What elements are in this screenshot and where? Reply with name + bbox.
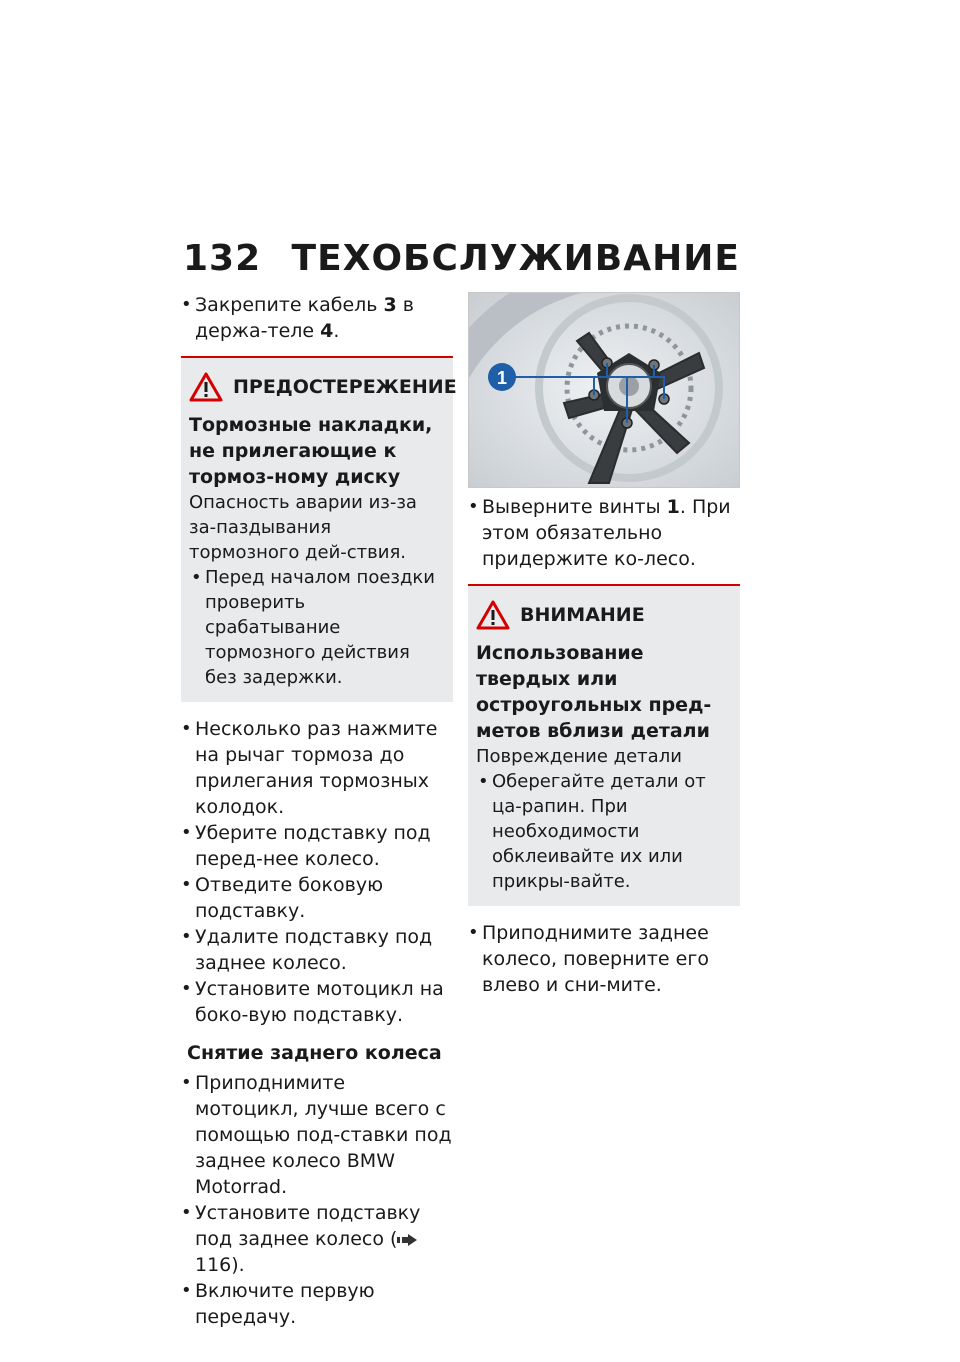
ref-number: 4: [320, 320, 334, 342]
step-item: • Отведите боковую подставку.: [181, 872, 453, 924]
warning-triangle-icon: [189, 372, 223, 402]
section-title: Снятие заднего колеса: [187, 1042, 442, 1064]
warning-text: Опасность аварии из-за за-паздывания тормозного дей-ствия.: [189, 492, 417, 563]
notice-box: [468, 584, 740, 906]
step-text: . При этом обязательно придержите ко-лесо.: [482, 496, 731, 570]
page-number: 132: [183, 238, 262, 279]
warning-label: ПРЕДОСТЕРЕЖЕНИЕ: [233, 376, 457, 398]
step-text: Выверните винты: [482, 496, 667, 518]
warning-bullet: • Перед началом поездки проверить срабатывание тормозного действия без задержки.: [189, 565, 445, 690]
ref-number: 3: [383, 294, 397, 316]
step-secure-cable: [181, 292, 453, 344]
page-header: [183, 238, 740, 279]
step-item: • Установите мотоцикл на боко-вую подставку.: [181, 976, 453, 1028]
figure-callout-1: 1: [496, 368, 508, 388]
step-item: • Приподнимите мотоцикл, лучше всего с помощью под-ставки под заднее колесо BMW Motorrad.: [181, 1070, 453, 1200]
notice-title: Использование твердых или остроугольных пред-метов вблизи детали: [476, 642, 712, 742]
page-reference-arrow-icon: [397, 1234, 417, 1246]
wheel-photo: [468, 292, 740, 488]
step-item: • Несколько раз нажмите на рычаг тормоза до прилегания тормозных колодок.: [181, 716, 453, 820]
ref-number: 1: [666, 496, 680, 518]
step-item: [181, 1200, 453, 1278]
step-text: в держа-теле: [195, 294, 415, 342]
notice-text: Повреждение детали: [476, 746, 682, 767]
step-remove-screws: [468, 494, 740, 572]
step-item: • Приподнимите заднее колесо, поверните его влево и сни-мите.: [468, 920, 740, 998]
right-column: [468, 292, 740, 998]
page-title: ТЕХОБСЛУЖИВАНИЕ: [291, 238, 740, 279]
notice-header: [476, 600, 732, 630]
warning-header: [189, 372, 457, 402]
warning-box: [181, 356, 457, 702]
step-item: • Включите первую передачу.: [181, 1278, 453, 1330]
warning-triangle-icon: [476, 600, 510, 630]
step-item: • Уберите подставку под перед-нее колесо.: [181, 820, 453, 872]
notice-label: ВНИМАНИЕ: [520, 604, 645, 626]
notice-bullet: • Оберегайте детали от ца-рапин. При необходимости обклеивайте их или прикры-вайте.: [476, 769, 732, 894]
left-column: [181, 292, 457, 1330]
step-text: Закрепите кабель: [195, 294, 384, 316]
step-item: • Удалите подставку под заднее колесо.: [181, 924, 453, 976]
step-text: .: [333, 320, 340, 342]
warning-title: Тормозные накладки, не прилегающие к тормоз-ному диску: [189, 414, 433, 488]
page-reference[interactable]: 116).: [195, 1254, 245, 1276]
rear-wheel-illustration: [469, 293, 739, 487]
step-text: Установите подставку под заднее колесо (: [195, 1202, 421, 1250]
